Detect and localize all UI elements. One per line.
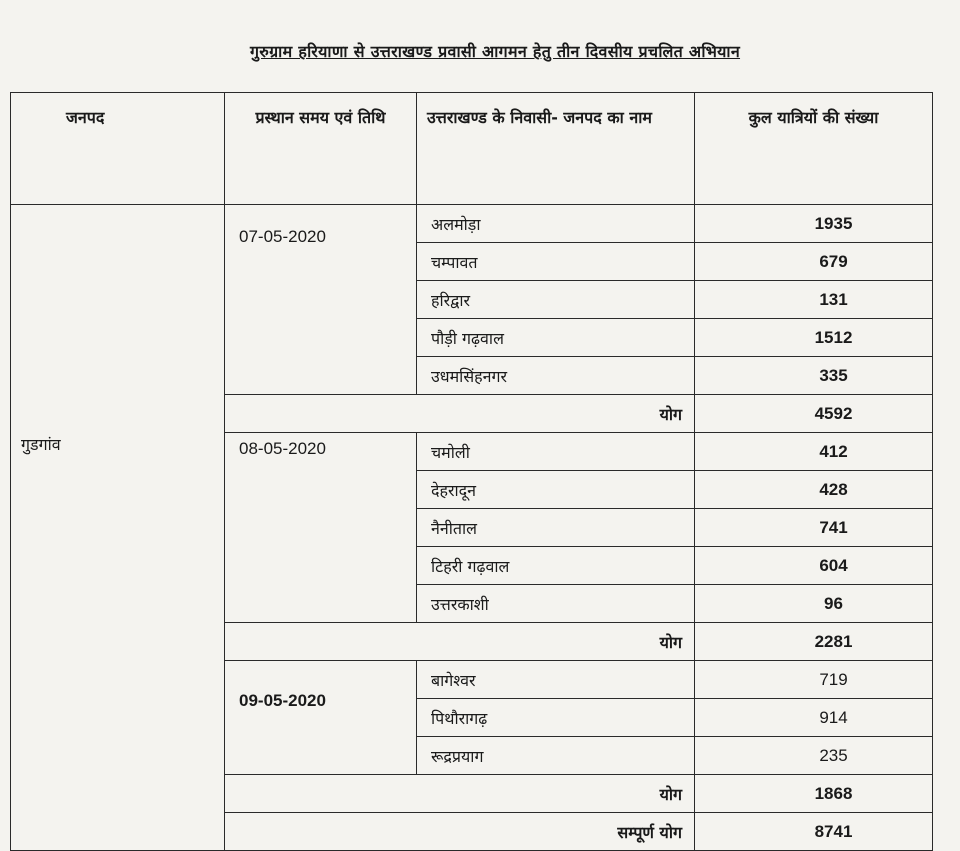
passenger-count: 679 bbox=[695, 243, 933, 281]
passenger-table bbox=[10, 92, 933, 851]
district-name: गुडगांव bbox=[11, 205, 225, 851]
grand-total-label: सम्पूर्ण योग bbox=[225, 813, 695, 851]
header-total-passengers: कुल यात्रियों की संख्या bbox=[695, 93, 933, 205]
resident-district: अलमोड़ा bbox=[417, 205, 695, 243]
table-row bbox=[11, 205, 933, 243]
passenger-count: 235 bbox=[695, 737, 933, 775]
subtotal-value: 2281 bbox=[695, 623, 933, 661]
subtotal-label: योग bbox=[225, 395, 695, 433]
header-departure-date: प्रस्थान समय एवं तिथि bbox=[225, 93, 417, 205]
resident-district: नैनीताल bbox=[417, 509, 695, 547]
header-row bbox=[11, 93, 933, 205]
resident-district: देहरादून bbox=[417, 471, 695, 509]
date-cell: 09-05-2020 bbox=[225, 661, 417, 775]
passenger-count: 914 bbox=[695, 699, 933, 737]
resident-district: उत्तरकाशी bbox=[417, 585, 695, 623]
passenger-count: 1512 bbox=[695, 319, 933, 357]
subtotal-label: योग bbox=[225, 775, 695, 813]
resident-district: पौड़ी गढ़वाल bbox=[417, 319, 695, 357]
resident-district: चमोली bbox=[417, 433, 695, 471]
resident-district: टिहरी गढ़वाल bbox=[417, 547, 695, 585]
resident-district: उधमसिंहनगर bbox=[417, 357, 695, 395]
passenger-count: 1935 bbox=[695, 205, 933, 243]
passenger-count: 335 bbox=[695, 357, 933, 395]
passenger-count: 131 bbox=[695, 281, 933, 319]
passenger-count: 428 bbox=[695, 471, 933, 509]
header-district: जनपद bbox=[11, 93, 225, 205]
grand-total-value: 8741 bbox=[695, 813, 933, 851]
date-cell: 07-05-2020 bbox=[225, 205, 417, 395]
resident-district: हरिद्वार bbox=[417, 281, 695, 319]
resident-district: पिथौरागढ़ bbox=[417, 699, 695, 737]
resident-district: चम्पावत bbox=[417, 243, 695, 281]
document-title: गुरुग्राम हरियाणा से उत्तराखण्ड प्रवासी आगमन हेतु तीन दिवसीय प्रचलित अभियान bbox=[249, 42, 741, 61]
subtotal-value: 4592 bbox=[695, 395, 933, 433]
passenger-count: 96 bbox=[695, 585, 933, 623]
passenger-count: 741 bbox=[695, 509, 933, 547]
passenger-count: 719 bbox=[695, 661, 933, 699]
passenger-count: 604 bbox=[695, 547, 933, 585]
resident-district: रूद्रप्रयाग bbox=[417, 737, 695, 775]
passenger-count: 412 bbox=[695, 433, 933, 471]
date-cell: 08-05-2020 bbox=[225, 433, 417, 623]
resident-district: बागेश्वर bbox=[417, 661, 695, 699]
subtotal-label: योग bbox=[225, 623, 695, 661]
subtotal-value: 1868 bbox=[695, 775, 933, 813]
header-resident-district: उत्तराखण्ड के निवासी- जनपद का नाम bbox=[417, 93, 695, 205]
